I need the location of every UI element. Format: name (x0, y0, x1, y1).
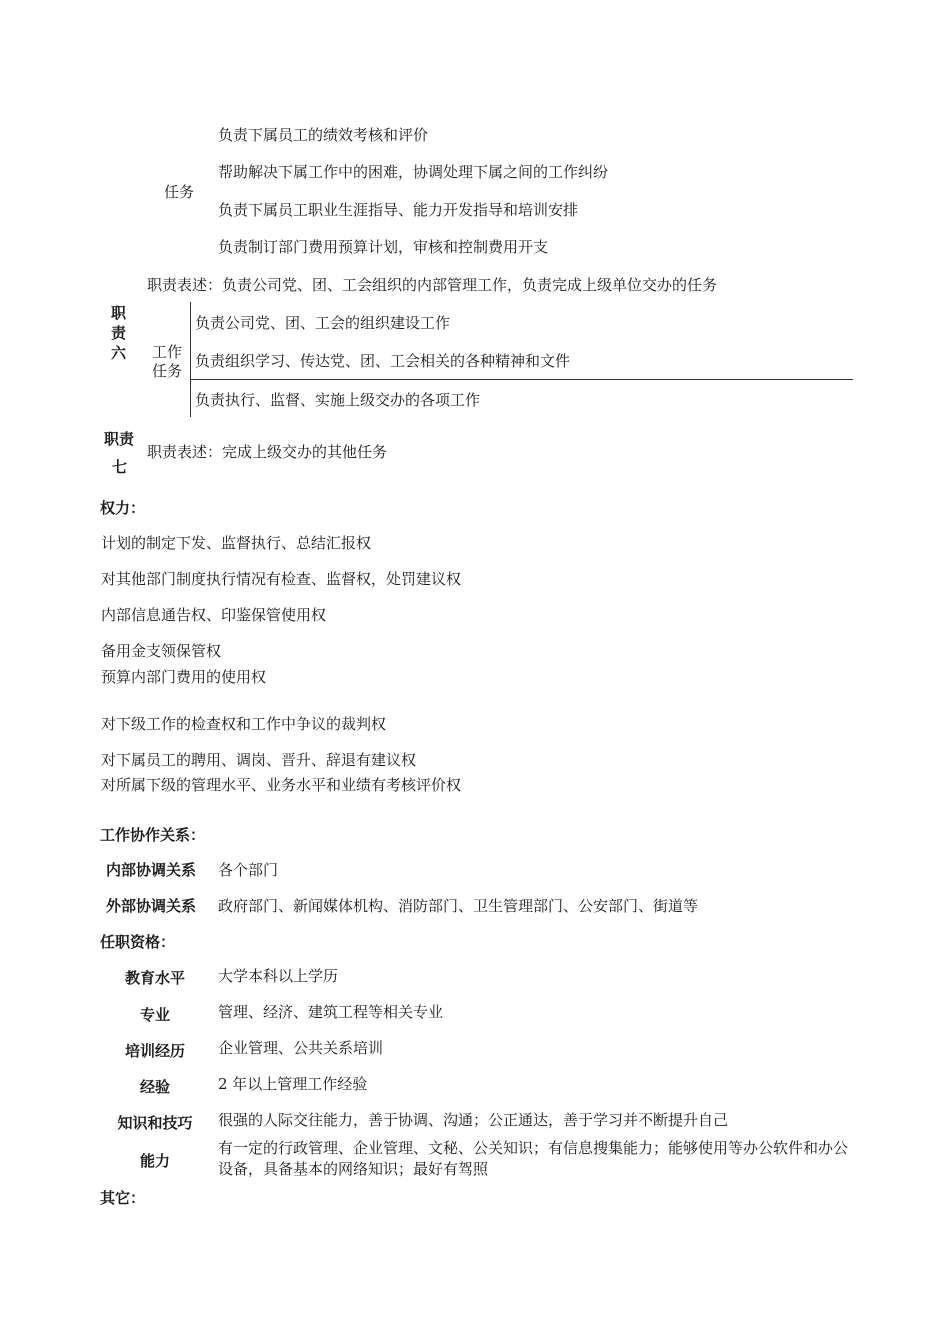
power-item-5: 预算内部门费用的使用权 (101, 668, 267, 686)
duty5-task-2: 帮助解决下属工作中的困难，协调处理下属之间的工作纠纷 (218, 163, 609, 181)
qualification-value-knowledge: 很强的人际交往能力，善于协调、沟通；公正通达，善于学习并不断提升自己 (218, 1111, 729, 1129)
powers-heading: 权力： (100, 499, 146, 517)
power-item-7: 对下属员工的聘用、调岗、晋升、辞退有建议权 (101, 751, 417, 769)
relations-heading: 工作协作关系： (100, 826, 206, 844)
external-relations-label: 外部协调关系 (106, 897, 197, 915)
qualification-label-major: 专业 (139, 1006, 170, 1024)
qualification-label-knowledge: 知识和技巧 (117, 1114, 193, 1132)
duty6-row-rule (190, 379, 853, 380)
qualification-label-training: 培训经历 (124, 1042, 185, 1060)
duty6-task-divider (190, 302, 191, 417)
qualifications-heading: 任职资格： (100, 933, 176, 951)
power-item-8: 对所属下级的管理水平、业务水平和业绩有考核评价权 (101, 776, 462, 794)
internal-relations-value: 各个部门 (218, 861, 279, 879)
duty7-description: 职责表述：完成上级交办的其他任务 (147, 443, 388, 461)
duty5-task-label: 任务 (164, 183, 195, 201)
duty6-task-1: 负责公司党、团、工会的组织建设工作 (195, 314, 451, 332)
duty6-task-3: 负责执行、监督、实施上级交办的各项工作 (195, 391, 481, 409)
qualification-label-experience: 经验 (139, 1078, 170, 1096)
qualification-label-ability: 能力 (139, 1152, 170, 1170)
duty6-task-label-line-1: 工作 (152, 343, 183, 361)
duty7-label-line-2: 七 (112, 458, 128, 476)
power-item-4: 备用金支领保管权 (101, 642, 222, 660)
internal-relations-label: 内部协调关系 (106, 861, 197, 879)
qualification-label-education: 教育水平 (124, 969, 185, 987)
duty5-task-1: 负责下属员工的绩效考核和评价 (218, 126, 429, 144)
qualification-value-ability: 有一定的行政管理、企业管理、文秘、公关知识；有信息搜集能力；能够使用等办公软件和办公设备，具备基本的网络知识；最好有驾照 (218, 1139, 849, 1178)
duty6-description: 职责表述：负责公司党、团、工会组织的内部管理工作，负责完成上级单位交办的任务 (147, 276, 718, 294)
power-item-2: 对其他部门制度执行情况有检查、监督权，处罚建议权 (101, 570, 462, 588)
qualification-value-experience: 2 年以上管理工作经验 (218, 1075, 368, 1093)
duty6-task-label-line-2: 任务 (152, 362, 183, 380)
duty5-task-3: 负责下属员工职业生涯指导、能力开发指导和培训安排 (218, 201, 579, 219)
duty7-label-line-1: 职责 (104, 430, 135, 448)
duty6-label-char-3: 六 (111, 344, 127, 362)
external-relations-value: 政府部门、新闻媒体机构、消防部门、卫生管理部门、公安部门、街道等 (218, 897, 699, 915)
duty6-label-char-1: 职 (111, 304, 127, 322)
power-item-6: 对下级工作的检查权和工作中争议的裁判权 (101, 715, 387, 733)
duty6-label-char-2: 责 (111, 324, 127, 342)
duty5-task-4: 负责制订部门费用预算计划，审核和控制费用开支 (218, 238, 549, 256)
power-item-3: 内部信息通告权、印鉴保管使用权 (101, 606, 327, 624)
qualification-value-training: 企业管理、公共关系培训 (218, 1039, 384, 1057)
other-heading: 其它： (100, 1189, 146, 1207)
qualification-value-major: 管理、经济、建筑工程等相关专业 (218, 1003, 444, 1021)
qualification-value-education: 大学本科以上学历 (218, 967, 339, 985)
duty6-task-2: 负责组织学习、传达党、团、工会相关的各种精神和文件 (195, 352, 571, 370)
power-item-1: 计划的制定下发、监督执行、总结汇报权 (101, 534, 372, 552)
